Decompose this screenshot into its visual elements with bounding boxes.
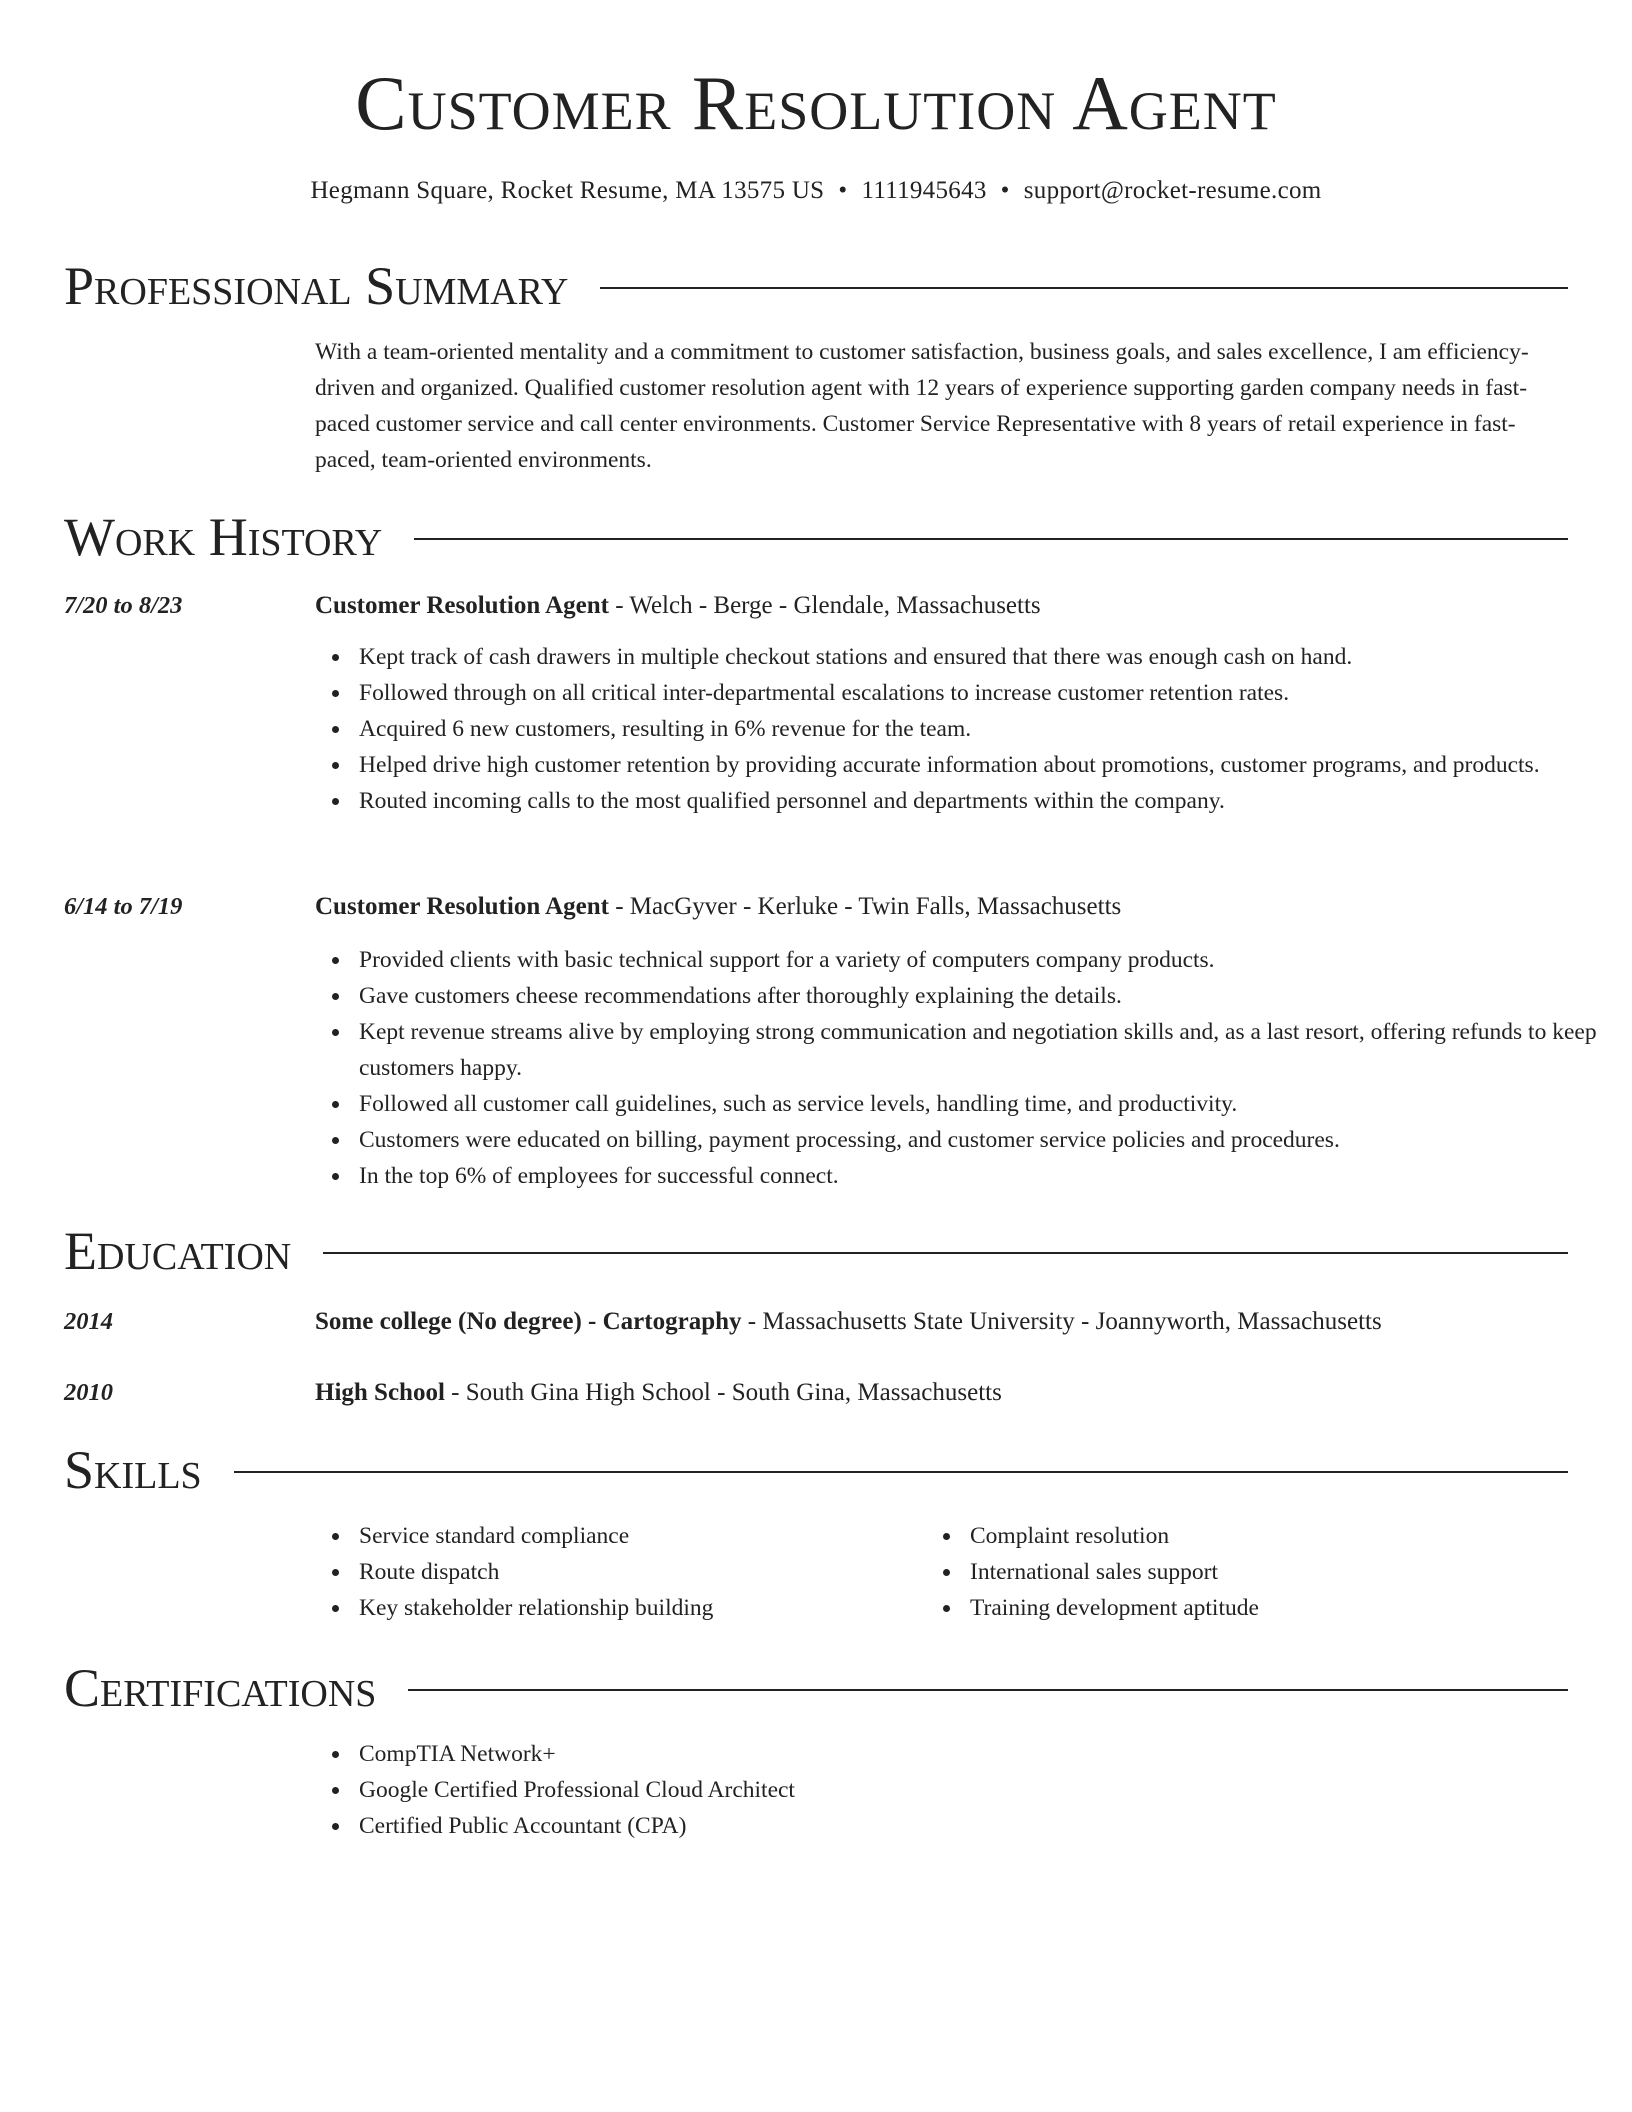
list-item: Acquired 6 new customers, resulting in 6% revenue for the team. [359,711,1599,747]
list-item: In the top 6% of employees for successful connect. [359,1158,1599,1194]
contact-line [0,176,1632,206]
skill-item: International sales support [970,1554,1570,1590]
summary-text: With a team-oriented mentality and a commitment to customer satisfaction, business goals, and sales excellence, I am efficiency-driven and organized. Qualified customer resolution agent with 12 years of experience supporting garden company needs in fast-paced customer service and call center environments. Customer Service Representative with 8 years of retail experience in fast-paced, team-oriented environments. [315,339,1529,473]
education-line [315,1376,1565,1410]
list-item: Kept track of cash drawers in multiple checkout stations and ensured that there was enough cash on hand. [359,639,1599,675]
degree: Some college (No degree) - Cartography [315,1308,742,1335]
summary-heading [64,256,1568,316]
school: - Massachusetts State University - Joannyworth, Massachusetts [741,1308,1382,1335]
skills-heading [64,1440,1568,1500]
section-divider [600,287,1568,289]
education-line [315,1305,1565,1339]
education-heading [64,1221,1568,1281]
section-divider [234,1471,1568,1473]
list-item: Routed incoming calls to the most qualified personnel and departments within the company. [359,783,1599,819]
address: Hegmann Square, Rocket Resume, MA 13575 US [310,177,825,204]
list-item: Customers were educated on billing, payment processing, and customer service policies and procedures. [359,1122,1599,1158]
section-title: Skills [64,1440,202,1500]
job-title: Customer Resolution Agent [315,592,609,619]
list-item: Followed through on all critical inter-departmental escalations to increase customer retention rates. [359,675,1599,711]
list-item: Kept revenue streams alive by employing strong communication and negotiation skills and, as a last resort, offering refunds to keep customers happy. [359,1014,1599,1086]
skill-item: Key stakeholder relationship building [359,1590,919,1626]
job-title-line [315,890,1565,924]
list-item: Helped drive high customer retention by providing accurate information about promotions, customer programs, and products. [359,747,1599,783]
section-title: Education [64,1221,292,1281]
section-title: Certifications [64,1658,377,1718]
section-title: Work History [64,507,383,567]
job-employer: - MacGyver - Kerluke - Twin Falls, Massachusetts [608,893,1122,920]
separator-dot: • [838,177,848,204]
job-bullets [315,639,1599,819]
phone: 1111945643 [861,177,987,204]
section-divider [408,1689,1568,1691]
job-title-line [315,589,1565,623]
list-item: Provided clients with basic technical support for a variety of computers company products. [359,942,1599,978]
school: - South Gina High School - South Gina, Massachusetts [444,1379,1002,1406]
list-item: Gave customers cheese recommendations after thoroughly explaining the details. [359,978,1599,1014]
candidate-name: Customer Resolution Agent [355,60,1277,146]
skill-item: Service standard compliance [359,1518,919,1554]
separator-dot: • [1000,177,1010,204]
skill-item: Route dispatch [359,1554,919,1590]
job-employer: - Welch - Berge - Glendale, Massachusetts [608,592,1041,619]
email: support@rocket-resume.com [1023,177,1322,204]
education-year: 2014 [64,1308,113,1335]
section-divider [414,538,1568,540]
skill-item: Training development aptitude [970,1590,1570,1626]
certification-item: CompTIA Network+ [359,1736,1599,1772]
degree: High School [315,1379,445,1406]
skills-right-list [926,1518,1570,1626]
certification-item: Certified Public Accountant (CPA) [359,1808,1599,1844]
job-bullets [315,942,1599,1194]
work-history-heading [64,507,1568,567]
job-dates: 7/20 to 8/23 [64,592,183,619]
certifications-heading [64,1658,1568,1718]
job-title: Customer Resolution Agent [315,893,609,920]
section-divider [323,1252,1568,1254]
skills-left-list [315,1518,919,1626]
skill-item: Complaint resolution [970,1518,1570,1554]
certification-item: Google Certified Professional Cloud Architect [359,1772,1599,1808]
education-year: 2010 [64,1379,113,1406]
certifications-list [315,1736,1599,1844]
job-dates: 6/14 to 7/19 [64,893,183,920]
list-item: Followed all customer call guidelines, such as service levels, handling time, and productivity. [359,1086,1599,1122]
section-title: Professional Summary [64,256,569,316]
